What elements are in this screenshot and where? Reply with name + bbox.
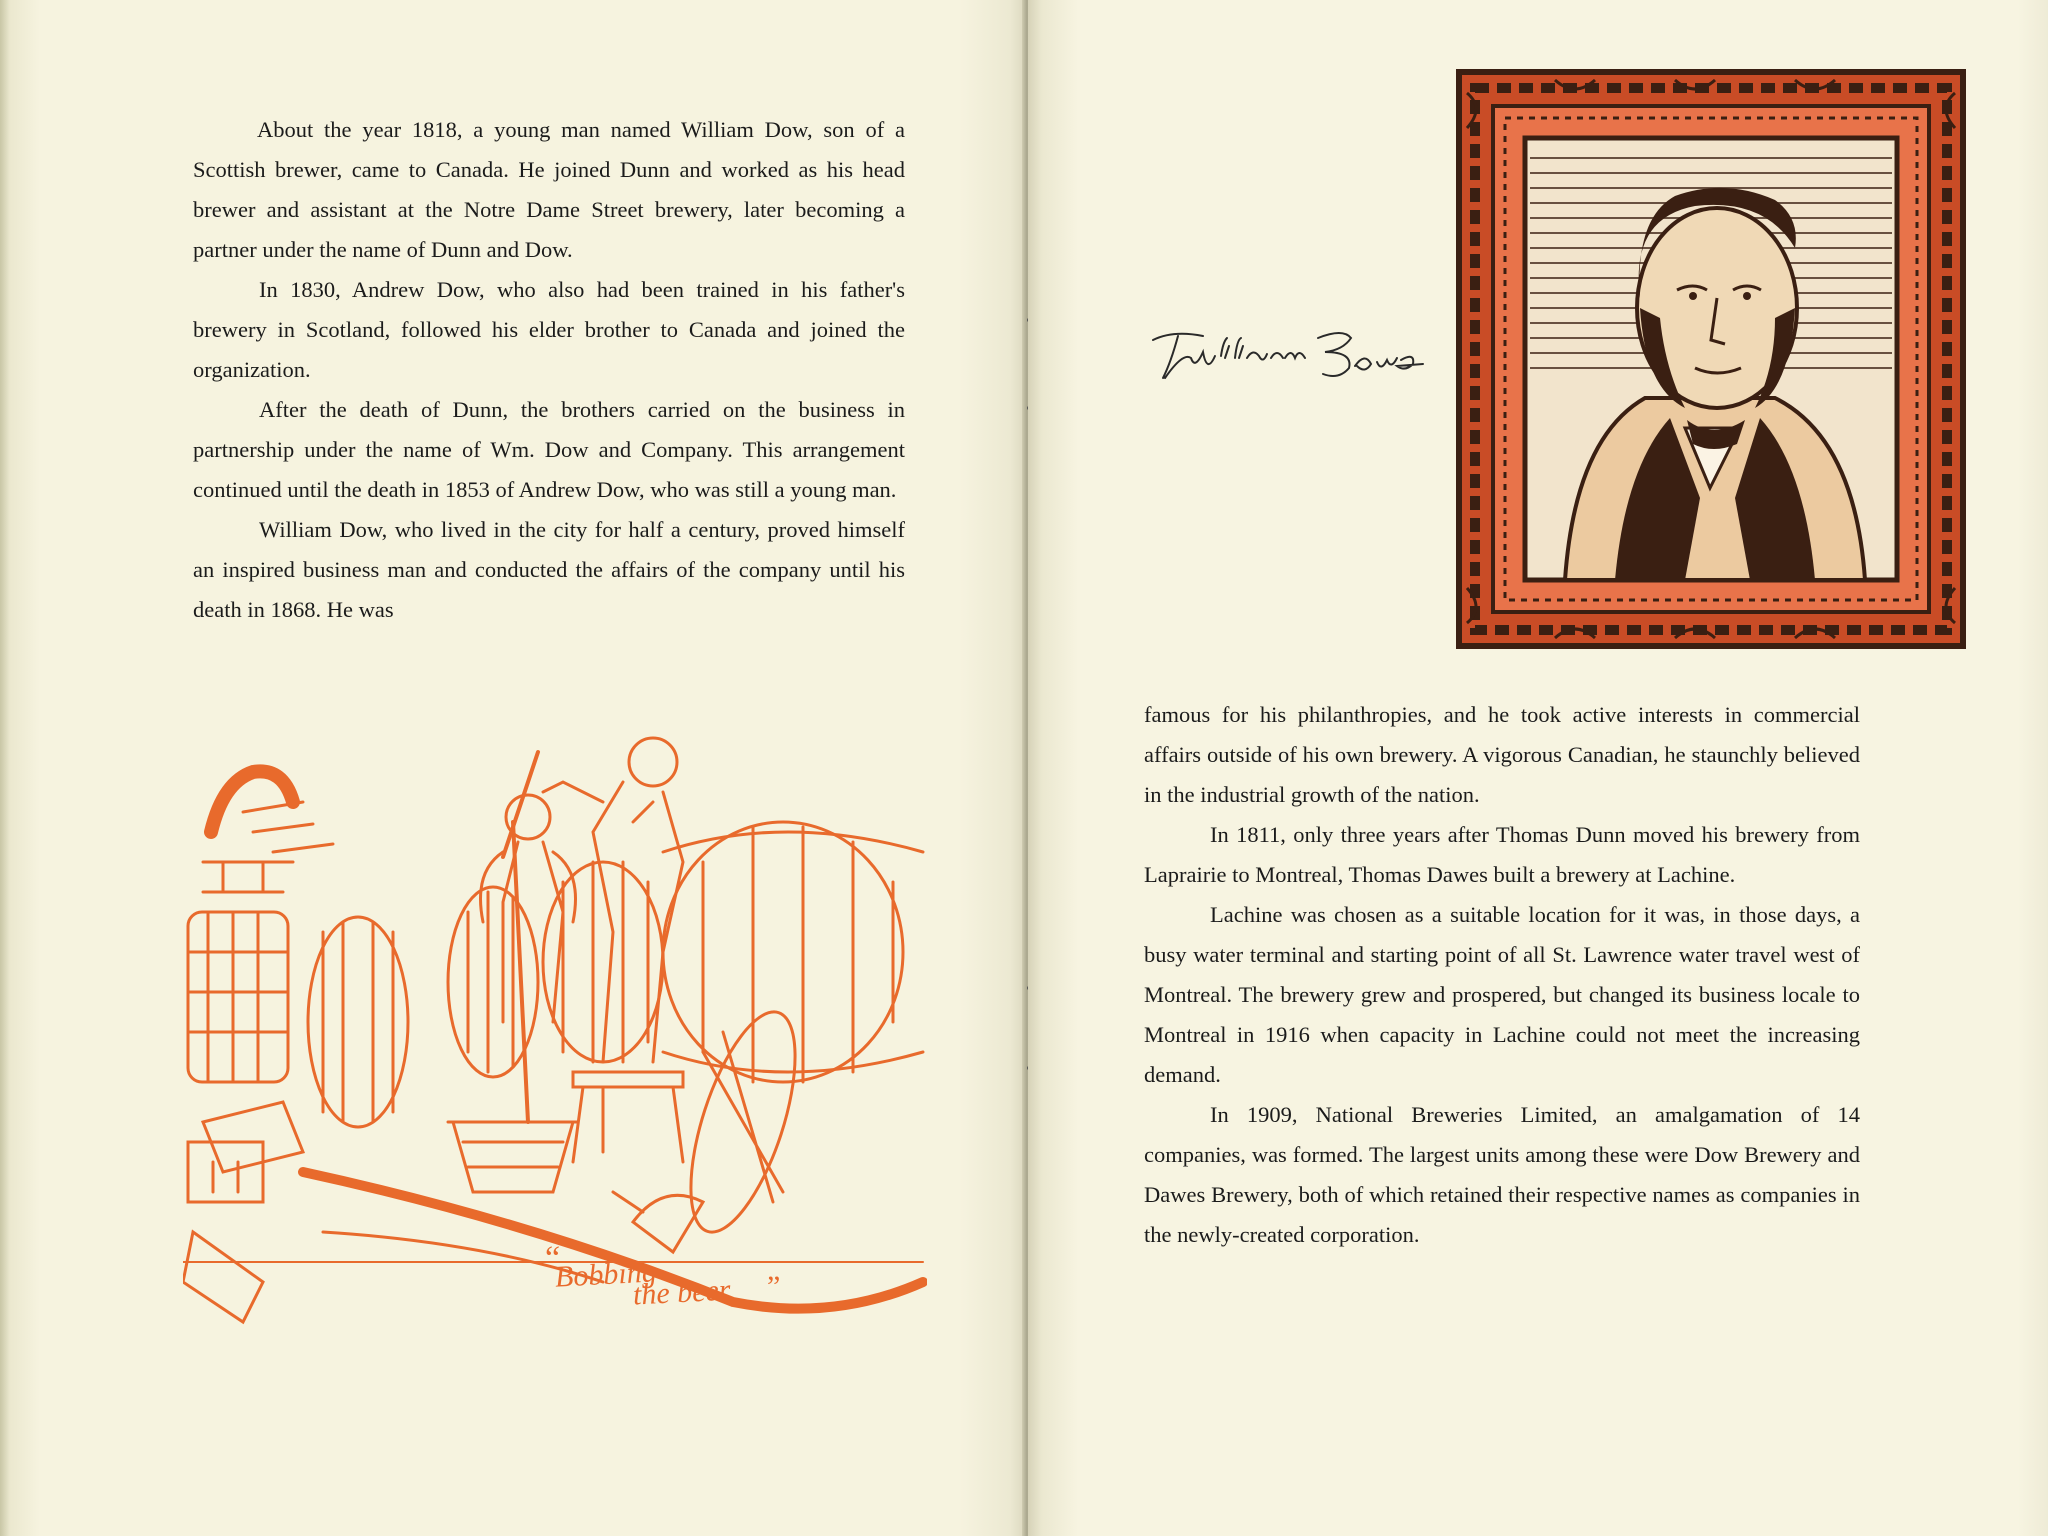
- portrait-william-dow: [1455, 68, 1967, 650]
- paragraph: About the year 1818, a young man named William Dow, son of a Scottish brewer, came to Canada. He joined Dunn and worked as his head brewer and assistant at the Notre Dame Street brewery, later becoming a partner under the name of Dunn and Dow.: [193, 117, 905, 262]
- paragraph: In 1811, only three years after Thomas Dunn moved his brewery from Laprairie to Montreal, Thomas Dawes built a brewery at Lachine.: [1144, 822, 1860, 887]
- left-page-text: [193, 110, 905, 630]
- paragraph: After the death of Dunn, the brothers carried on the business in partnership under the name of Wm. Dow and Company. This arrangement continued until the death in 1853 of Andrew Dow, who was still a young man.: [193, 397, 905, 502]
- right-page-text: [1144, 695, 1860, 1255]
- caption-word-2: the beer: [632, 1273, 732, 1312]
- signature-image: [1143, 312, 1443, 392]
- paragraph: Lachine was chosen as a suitable location for it was, in those days, a busy water terminal and starting point of all St. Lawrence water travel west of Montreal. The brewery grew and prospered, but changed its business locale to Montreal in 1916 when capacity in Lachine could not meet the increasing demand.: [1144, 902, 1860, 1087]
- caption-open-quote: “: [545, 1240, 561, 1277]
- illustration-caption: [545, 1240, 815, 1320]
- right-page: [1028, 0, 2048, 1536]
- caption-word-1: Bobbing: [554, 1255, 658, 1294]
- paragraph: famous for his philanthropies, and he took active interests in commercial affairs outside of his own brewery. A vigorous Canadian, he staunchly believed in the industrial growth of the nation.: [1144, 702, 1860, 807]
- paragraph: In 1830, Andrew Dow, who also had been trained in his father's brewery in Scotland, followed his elder brother to Canada and joined the organization.: [193, 277, 905, 382]
- caption-close-quote: ”: [767, 1270, 781, 1303]
- paragraph: William Dow, who lived in the city for half a century, proved himself an inspired business man and conducted the affairs of the company until his death in 1868. He was: [193, 517, 905, 622]
- paragraph: In 1909, National Breweries Limited, an amalgamation of 14 companies, was formed. The largest units among these were Dow Brewery and Dawes Brewery, both of which retained their respective names as companies in the newly-created corporation.: [1144, 1102, 1860, 1247]
